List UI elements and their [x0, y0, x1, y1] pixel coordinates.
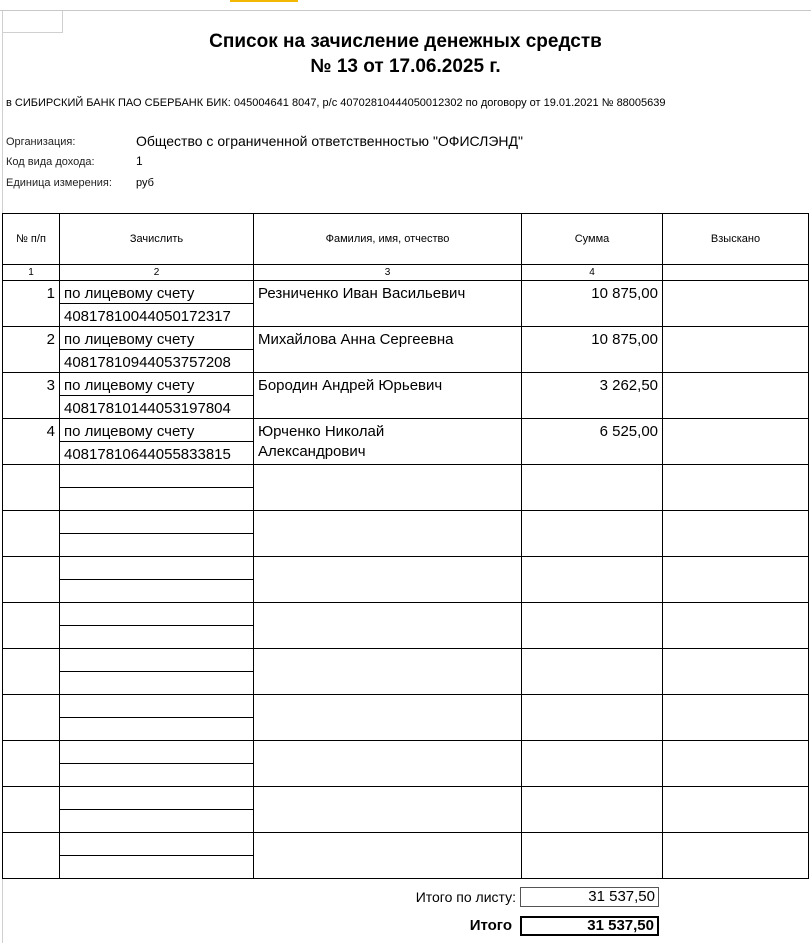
tab-highlight: [230, 0, 298, 2]
header-num: № п/п: [16, 233, 46, 245]
row-1-name: Резниченко Иван Васильевич: [258, 285, 466, 302]
header-recovered: Взыскано: [710, 233, 761, 245]
sheet-top-border: [0, 10, 811, 11]
column-divider: [662, 214, 663, 878]
column-number-2: 2: [153, 266, 160, 278]
page-total-value: 31 537,50: [520, 887, 659, 907]
row-1-type: по лицевому счету: [64, 285, 195, 302]
row-divider: [3, 694, 808, 695]
row-3-account: 40817810144053197804: [64, 400, 231, 417]
income-code-label: Код вида дохода:: [6, 156, 95, 168]
account-subrow-divider: [60, 441, 253, 442]
column-number-3: 3: [384, 266, 391, 278]
document-title: Список на зачисление денежных средств: [209, 31, 602, 52]
row-3-sum: 3 262,50: [599, 377, 658, 394]
row-divider: [3, 510, 808, 511]
payment-table: [2, 213, 809, 879]
account-subrow-divider: [60, 579, 253, 580]
column-divider: [253, 214, 254, 878]
account-subrow-divider: [60, 533, 253, 534]
row-3-type: по лицевому счету: [64, 377, 195, 394]
bank-details: в СИБИРСКИЙ БАНК ПАО СБЕРБАНК БИК: 045004641 8047, р/с 40702810444050012302 по договору от 19.01.2021 № 88005639: [6, 97, 666, 109]
row-divider: [3, 786, 808, 787]
column-number-4: 4: [589, 266, 595, 278]
row-1-account: 40817810044050172317: [64, 308, 231, 325]
unit-label: Единица измерения:: [6, 177, 112, 189]
page-total-label: Итого по листу:: [415, 889, 516, 905]
document-number: № 13 от 17.06.2025 г.: [310, 56, 501, 77]
row-1-sum: 10 875,00: [591, 285, 658, 302]
header-credit: Зачислить: [129, 233, 184, 245]
header-divider: [3, 264, 808, 265]
row-divider: [3, 648, 808, 649]
account-subrow-divider: [60, 671, 253, 672]
account-subrow-divider: [60, 763, 253, 764]
account-subrow-divider: [60, 303, 253, 304]
row-4-name: Юрченко Николай Александрович: [258, 423, 385, 460]
column-number-1: 1: [28, 266, 34, 278]
account-subrow-divider: [60, 717, 253, 718]
row-divider: [3, 372, 808, 373]
grand-total-value: 31 537,50: [520, 916, 659, 936]
row-divider: [3, 464, 808, 465]
row-1-num: 1: [46, 285, 55, 302]
row-2-account: 40817810944053757208: [64, 354, 231, 371]
row-4-type: по лицевому счету: [64, 423, 195, 440]
account-subrow-divider: [60, 487, 253, 488]
row-4-num: 4: [46, 423, 55, 440]
row-4-sum: 6 525,00: [599, 423, 658, 440]
row-2-type: по лицевому счету: [64, 331, 195, 348]
row-divider: [3, 832, 808, 833]
row-2-num: 2: [46, 331, 55, 348]
account-subrow-divider: [60, 395, 253, 396]
sheet-corner-cell[interactable]: [2, 11, 63, 33]
account-subrow-divider: [60, 855, 253, 856]
organization-value: Общество с ограниченной ответственностью "ОФИСЛЭНД": [136, 133, 523, 149]
row-2-name: Михайлова Анна Сергеевна: [258, 331, 454, 348]
row-divider: [3, 326, 808, 327]
row-divider: [3, 602, 808, 603]
account-subrow-divider: [60, 625, 253, 626]
organization-label: Организация:: [6, 136, 76, 148]
column-divider: [59, 214, 60, 878]
row-divider: [3, 556, 808, 557]
column-divider: [521, 214, 522, 878]
row-4-account: 40817810644055833815: [64, 446, 231, 463]
row-2-sum: 10 875,00: [591, 331, 658, 348]
header-divider: [3, 280, 808, 281]
unit-value: руб: [136, 177, 154, 189]
row-3-name: Бородин Андрей Юрьевич: [258, 377, 443, 394]
header-name: Фамилия, имя, отчество: [325, 233, 450, 245]
row-divider: [3, 418, 808, 419]
row-3-num: 3: [46, 377, 55, 394]
income-code-value: 1: [136, 154, 143, 168]
account-subrow-divider: [60, 349, 253, 350]
account-subrow-divider: [60, 809, 253, 810]
row-divider: [3, 740, 808, 741]
grand-total-label: Итого: [469, 917, 512, 934]
header-sum: Сумма: [574, 233, 610, 245]
